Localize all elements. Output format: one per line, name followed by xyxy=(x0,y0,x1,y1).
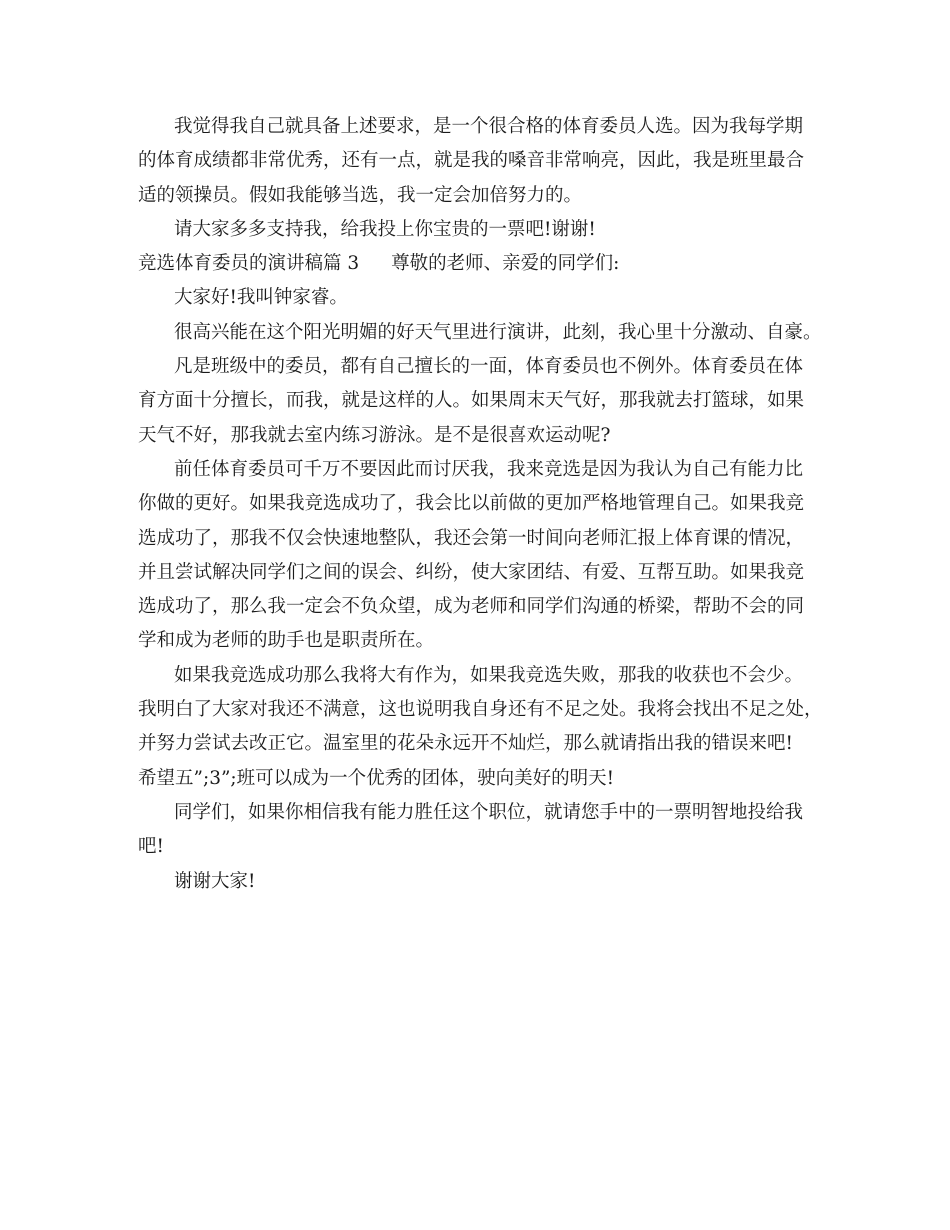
paragraph-line: 适的领操员。假如我能够当选，我一定会加倍努力的。 xyxy=(138,184,583,206)
paragraph-line: 请大家多多支持我，给我投上你宝贵的一票吧!谢谢! xyxy=(174,218,596,240)
paragraph-line: 希望五”;3”;班可以成为一个优秀的团体，驶向美好的明天! xyxy=(138,767,615,789)
paragraph-line: 我明白了大家对我还不满意，这也说明我自身还有不足之处。我将会找出不足之处， xyxy=(138,699,823,721)
section-heading-line xyxy=(138,247,818,281)
paragraph-line: 选成功了，那么我一定会不负众望，成为老师和同学们沟通的桥梁，帮助不会的同 xyxy=(138,596,805,618)
paragraph-line: 凡是班级中的委员，都有自己擅长的一面，体育委员也不例外。体育委员在体 xyxy=(174,356,804,378)
paragraph-line: 并且尝试解决同学们之间的误会、纠纷，使大家团结、有爱、互帮互助。如果我竞 xyxy=(138,561,805,583)
paragraph-line: 我觉得我自己就具备上述要求，是一个很合格的体育委员人选。因为我每学期 xyxy=(174,116,804,137)
salutation: 尊敬的老师、亲爱的同学们: xyxy=(391,253,620,275)
closing-line: 谢谢大家! xyxy=(174,870,256,892)
paragraph-line: 的体育成绩都非常优秀，还有一点，就是我的嗓音非常响亮，因此，我是班里最合 xyxy=(138,150,805,172)
paragraph-line: 前任体育委员可千万不要因此而讨厌我，我来竞选是因为我认为自己有能力比 xyxy=(174,458,804,480)
paragraph-line: 同学们，如果你相信我有能力胜任这个职位，就请您手中的一票明智地投给我 xyxy=(174,801,804,823)
paragraph-line: 你做的更好。如果我竞选成功了，我会比以前做的更加严格地管理自己。如果我竞 xyxy=(138,493,805,515)
paragraph-line: 很高兴能在这个阳光明媚的好天气里进行演讲，此刻，我心里十分激动、自豪。 xyxy=(174,321,822,343)
paragraph-line: 如果我竞选成功那么我将大有作为，如果我竞选失败，那我的收获也不会少。 xyxy=(174,664,804,686)
greeting-line: 大家好!我叫钟家睿。 xyxy=(174,287,348,309)
paragraph-line: 育方面十分擅长，而我，就是这样的人。如果周末天气好，那我就去打篮球，如果 xyxy=(138,390,805,412)
paragraph-line: 学和成为老师的助手也是职责所在。 xyxy=(138,630,435,652)
paragraph-line: 天气不好，那我就去室内练习游泳。是不是很喜欢运动呢? xyxy=(138,424,611,446)
paragraph-line: 吧! xyxy=(138,836,164,858)
paragraph-line: 选成功了，那我不仅会快速地整队，我还会第一时间向老师汇报上体育课的情况， xyxy=(138,527,805,549)
paragraph-line: 并努力尝试去改正它。温室里的花朵永远开不灿烂，那么就请指出我的错误来吧! xyxy=(138,733,793,755)
section-heading: 竞选体育委员的演讲稿篇 3 xyxy=(138,253,360,275)
document-body xyxy=(138,110,823,899)
